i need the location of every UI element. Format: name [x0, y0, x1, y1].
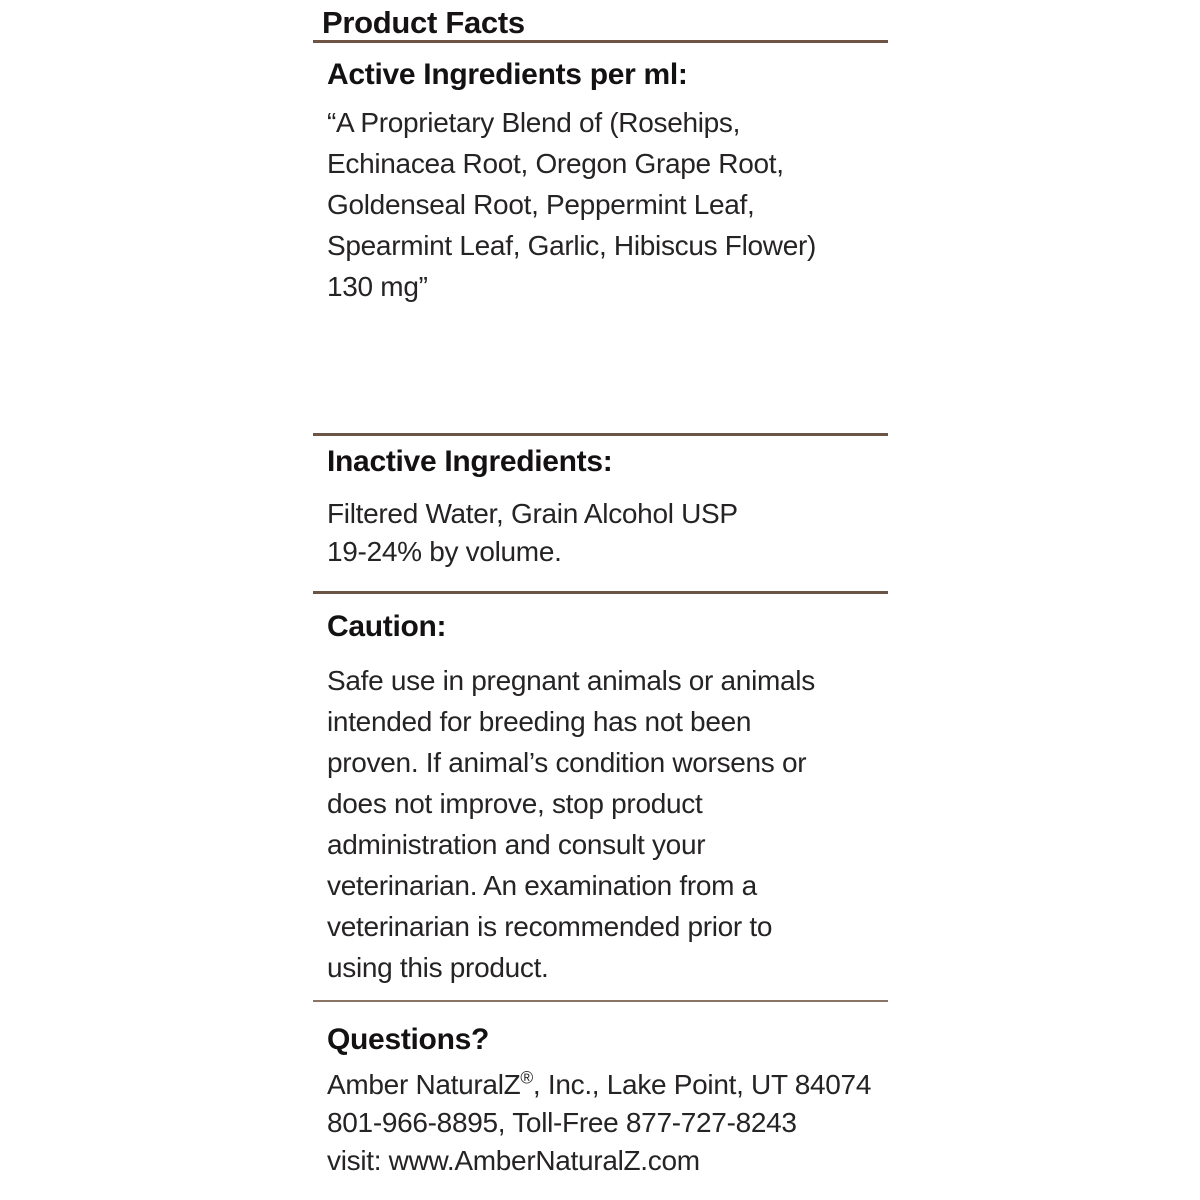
- title-divider-rule: [313, 40, 888, 43]
- inactive-ingredients-heading: Inactive Ingredients:: [327, 445, 613, 478]
- questions-section-divider-rule: [313, 1000, 888, 1002]
- product-facts-panel: [313, 0, 888, 1200]
- questions-heading: Questions?: [327, 1023, 490, 1056]
- contact-info-text: Amber NaturalZ®, Inc., Lake Point, UT 84074 801-966-8895, Toll-Free 877-727-8243 visit: www.AmberNaturalZ.com: [327, 1067, 872, 1176]
- caution-heading: Caution:: [327, 610, 447, 643]
- inactive-section-divider-rule: [313, 433, 888, 436]
- active-ingredients-text: “A Proprietary Blend of (Rosehips, Echinacea Root, Oregon Grape Root, Goldenseal Root, Peppermint Leaf, Spearmint Leaf, Garlic, Hibiscus Flower) 130 mg”: [327, 107, 817, 302]
- active-ingredients-heading: Active Ingredients per ml:: [327, 58, 688, 91]
- panel-title: Product Facts: [322, 5, 525, 40]
- inactive-ingredients-text: Filtered Water, Grain Alcohol USP 19-24% by volume.: [327, 498, 738, 567]
- caution-section-divider-rule: [313, 591, 888, 594]
- caution-text: Safe use in pregnant animals or animals intended for breeding has not been proven. If animal’s condition worsens or does not improve, stop product administration and consult your veterinarian. An examination from a veterinarian is recommended prior to using this product.: [327, 665, 815, 983]
